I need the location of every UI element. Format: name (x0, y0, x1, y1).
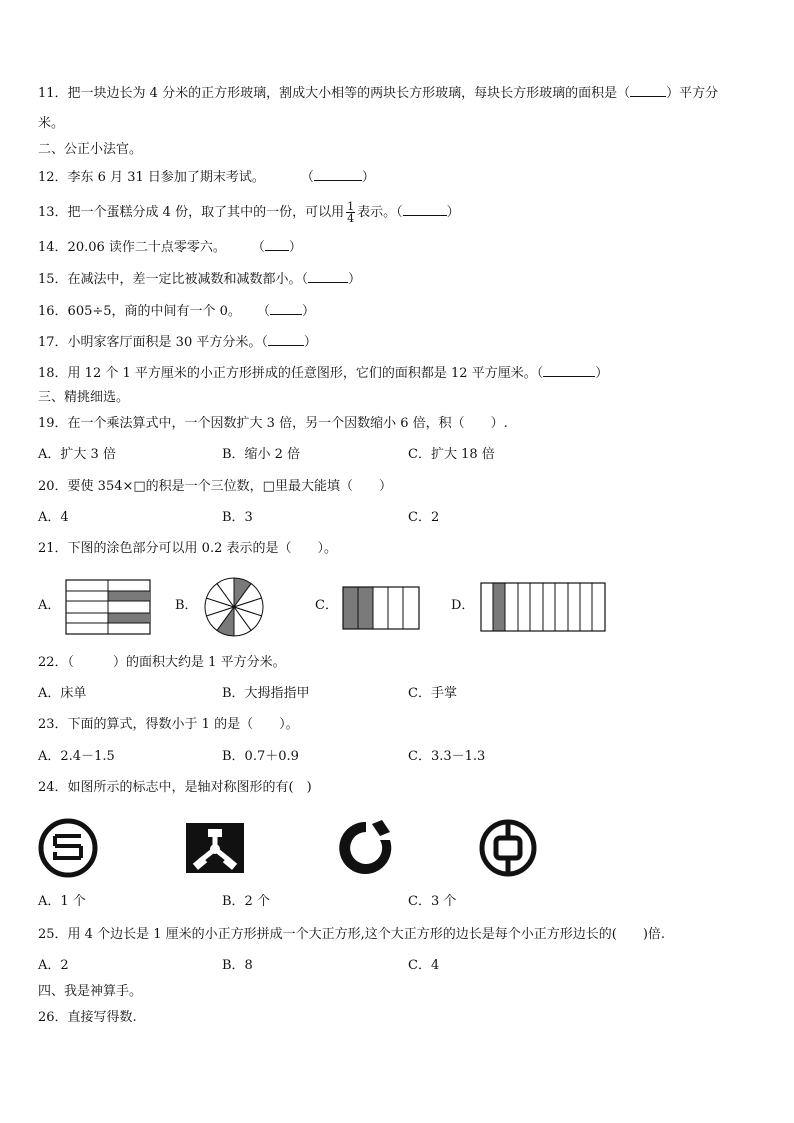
question-23: 23．下面的算式，得数小于 1 的是（ ）。 (38, 717, 299, 732)
q11-text-end: ）平方分 (666, 86, 719, 101)
q21-option-d-label[interactable]: D． (451, 598, 475, 613)
fraction-denominator: 4 (347, 212, 355, 225)
q21-figure-b-divided-circle[interactable] (203, 576, 265, 638)
question-18 (38, 364, 608, 382)
q19-option-c[interactable]: C．扩大 18 倍 (408, 447, 495, 462)
question-24: 24．如图所示的标志中，是轴对称图形的有( ) (38, 780, 312, 795)
q21-figure-c-five-strips[interactable] (342, 586, 422, 630)
q14-text: 14．20.06 读作二十点零零六。 (38, 240, 226, 255)
q17-text: 17．小明家客厅面积是 30 平方分米。（ (38, 335, 268, 350)
q23-option-c[interactable]: C．3.3－1.3 (408, 749, 486, 764)
q15-answer-blank[interactable] (308, 270, 348, 283)
q25-option-b[interactable]: B．8 (222, 958, 253, 973)
q20-option-c[interactable]: C．2 (408, 510, 440, 525)
q22-option-a[interactable]: A．床单 (38, 686, 87, 701)
q17-paren-close: ） (303, 335, 317, 350)
q20-option-a[interactable]: A．4 (38, 510, 69, 525)
q16-paren-close: ） (301, 304, 315, 319)
q11-continuation: 米。 (38, 116, 65, 131)
q11-text: 11．把一块边长为 4 分米的正方形玻璃，割成大小相等的两块长方形玻璃，每块长方形玻璃的面积是（ (38, 86, 631, 101)
q21-figure-a-striped-rectangle[interactable] (65, 579, 153, 635)
q22-option-b[interactable]: B．大拇指指甲 (222, 686, 310, 701)
question-22: 22．（ ）的面积大约是 1 平方分米。 (38, 655, 286, 670)
bank-logo-icon-1[interactable] (38, 818, 98, 878)
q13-fraction (346, 201, 355, 224)
question-17 (38, 333, 317, 351)
q25-option-a[interactable]: A．2 (38, 958, 69, 973)
section-2-title: 二、公正小法官。 (38, 142, 143, 157)
bank-logo-icon-4[interactable] (478, 818, 538, 878)
question-20: 20．要使 354×□的积是一个三位数，□里最大能填（ ） (38, 479, 392, 494)
question-14 (38, 238, 302, 256)
q12-paren-open: （ (300, 170, 314, 185)
q12-text: 12．李东 6 月 31 日参加了期末考试。 (38, 170, 265, 185)
q18-text: 18．用 12 个 1 平方厘米的小正方形拼成的任意图形，它们的面积都是 12 平方厘米。（ (38, 366, 544, 381)
q16-answer-blank[interactable] (270, 302, 302, 315)
q24-option-b[interactable]: B．2 个 (222, 894, 270, 909)
q21-option-a-label[interactable]: A． (38, 598, 61, 613)
q23-option-a[interactable]: A．2.4－1.5 (38, 749, 115, 764)
q17-answer-blank[interactable] (268, 333, 304, 346)
section-3-title: 三、精挑细选。 (38, 390, 130, 405)
q19-option-a[interactable]: A．扩大 3 倍 (38, 447, 116, 462)
q19-option-b[interactable]: B．缩小 2 倍 (222, 447, 301, 462)
q13-text-b: 表示。（ (357, 205, 403, 220)
q21-figure-d-ten-strips[interactable] (480, 582, 608, 632)
q25-option-c[interactable]: C．4 (408, 958, 440, 973)
q16-text: 16．605÷5，商的中间有一个 0。 (38, 304, 241, 319)
question-16 (38, 302, 315, 320)
q12-answer-blank[interactable] (314, 168, 362, 181)
section-4-title: 四、我是神算手。 (38, 984, 143, 999)
q22-option-c[interactable]: C．手掌 (408, 686, 457, 701)
question-26: 26．直接写得数. (38, 1010, 137, 1025)
question-12 (38, 168, 375, 186)
q20-option-b[interactable]: B．3 (222, 510, 253, 525)
bank-logo-icon-2[interactable] (186, 823, 244, 873)
q13-text: 13．把一个蛋糕分成 4 份，取了其中的一份，可以用 (38, 205, 345, 220)
question-19: 19．在一个乘法算式中，一个因数扩大 3 倍，另一个因数缩小 6 倍，积（ ）. (38, 416, 508, 431)
q16-paren-open: （ (256, 304, 270, 319)
question-13 (38, 201, 460, 224)
question-21: 21．下图的涂色部分可以用 0.2 表示的是（ ）。 (38, 541, 337, 556)
bank-logo-icon-3[interactable] (336, 818, 396, 878)
q14-paren-close: ） (288, 240, 302, 255)
q13-paren-close: ） (446, 205, 460, 220)
q18-paren-close: ） (595, 366, 609, 381)
q24-option-c[interactable]: C．3 个 (408, 894, 457, 909)
fraction-numerator: 1 (347, 200, 355, 213)
question-25: 25．用 4 个边长是 1 厘米的小正方形拼成一个大正方形,这个大正方形的边长是每个小正方形边长的( )倍. (38, 927, 666, 942)
q14-answer-blank[interactable] (265, 238, 289, 251)
q21-option-c-label[interactable]: C． (315, 598, 338, 613)
q15-paren-close: ） (348, 272, 362, 287)
q18-answer-blank[interactable] (543, 364, 595, 377)
q13-answer-blank[interactable] (403, 203, 447, 216)
question-15 (38, 270, 361, 288)
q11-answer-blank[interactable] (630, 84, 666, 97)
q12-paren-close: ） (361, 170, 375, 185)
q14-paren-open: （ (251, 240, 265, 255)
question-11 (38, 84, 718, 102)
q15-text: 15．在减法中，差一定比被减数和减数都小。（ (38, 272, 309, 287)
q21-option-b-label[interactable]: B． (175, 598, 198, 613)
q23-option-b[interactable]: B．0.7＋0.9 (222, 749, 299, 764)
q24-option-a[interactable]: A．1 个 (38, 894, 86, 909)
